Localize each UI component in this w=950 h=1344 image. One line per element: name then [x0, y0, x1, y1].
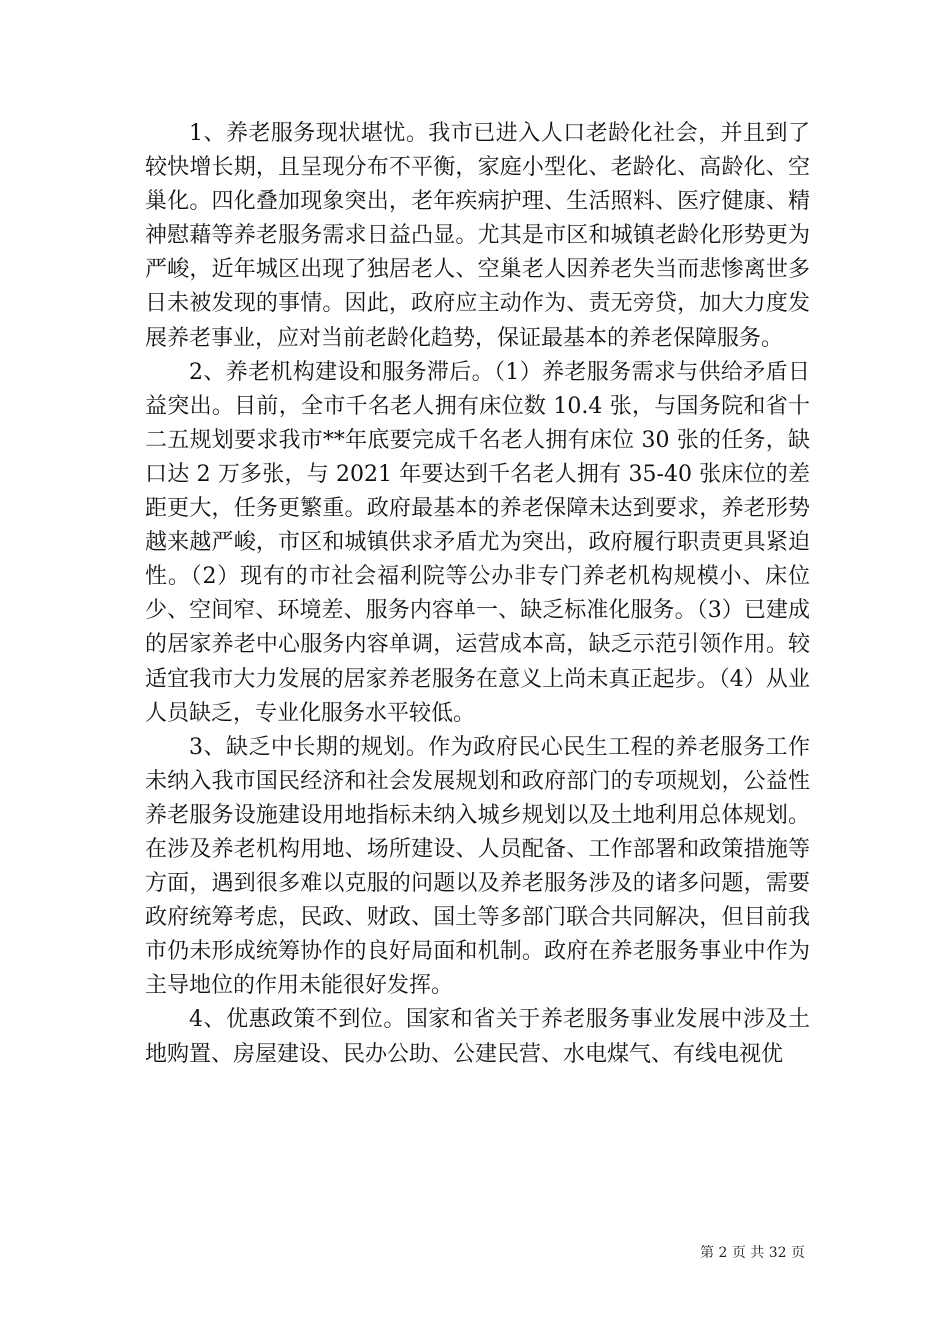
paragraph-1: 1、养老服务现状堪忧。我市已进入人口老龄化社会，并且到了较快增长期，且呈现分布不平衡，家庭小型化、老龄化、高龄化、空巢化。四化叠加现象突出，老年疾病护理、生活照料、医疗健康、精神慰藉等养老服务需求日益凸显。尤其是市区和城镇老龄化形势更为严峻，近年城区出现了独居老人、空巢老人因养老失当而悲惨离世多日未被发现的事情。因此，政府应主动作为、责无旁贷，加大力度发展养老事业，应对当前老龄化趋势，保证最基本的养老保障服务。	[145, 121, 810, 351]
paragraph-4: 4、优惠政策不到位。国家和省关于养老服务事业发展中涉及土地购置、房屋建设、民办公助、公建民营、水电煤气、有线电视优	[145, 1007, 810, 1067]
page-number-footer: 第 2 页 共 32 页	[700, 1245, 805, 1261]
paragraph-3: 3、缺乏中长期的规划。作为政府民心民生工程的养老服务工作未纳入我市国民经济和社会发展规划和政府部门的专项规划，公益性养老服务设施建设用地指标未纳入城乡规划以及土地利用总体规划。在涉及养老机构用地、场所建设、人员配备、工作部署和政策措施等方面，遇到很多难以克服的问题以及养老服务涉及的诸多问题，需要政府统筹考虑，民政、财政、国土等多部门联合共同解决，但目前我市仍未形成统筹协作的良好局面和机制。政府在养老服务事业中作为主导地位的作用未能很好发挥。	[145, 734, 810, 999]
document-body	[145, 117, 810, 1072]
paragraph-2: 2、养老机构建设和服务滞后。（1）养老服务需求与供给矛盾日益突出。目前，全市千名老人拥有床位数 10.4 张，与国务院和省十二五规划要求我市**年底要完成千名老人拥有床位 30 张的任务，缺口达 2 万多张，与 2021 年要达到千名老人拥有 35-40 张床位的差距更大，任务更繁重。政府最基本的养老保障未达到要求，养老形势越来越严峻，市区和城镇供求矛盾尤为突出，政府履行职责更具紧迫性。（2）现有的市社会福利院等公办非专门养老机构规模小、床位少、空间窄、环境差、服务内容单一、缺乏标准化服务。（3）已建成的居家养老中心服务内容单调，运营成本高，缺乏示范引领作用。较适宜我市大力发展的居家养老服务在意义上尚未真正起步。（4）从业人员缺乏，专业化服务水平较低。	[145, 359, 810, 726]
